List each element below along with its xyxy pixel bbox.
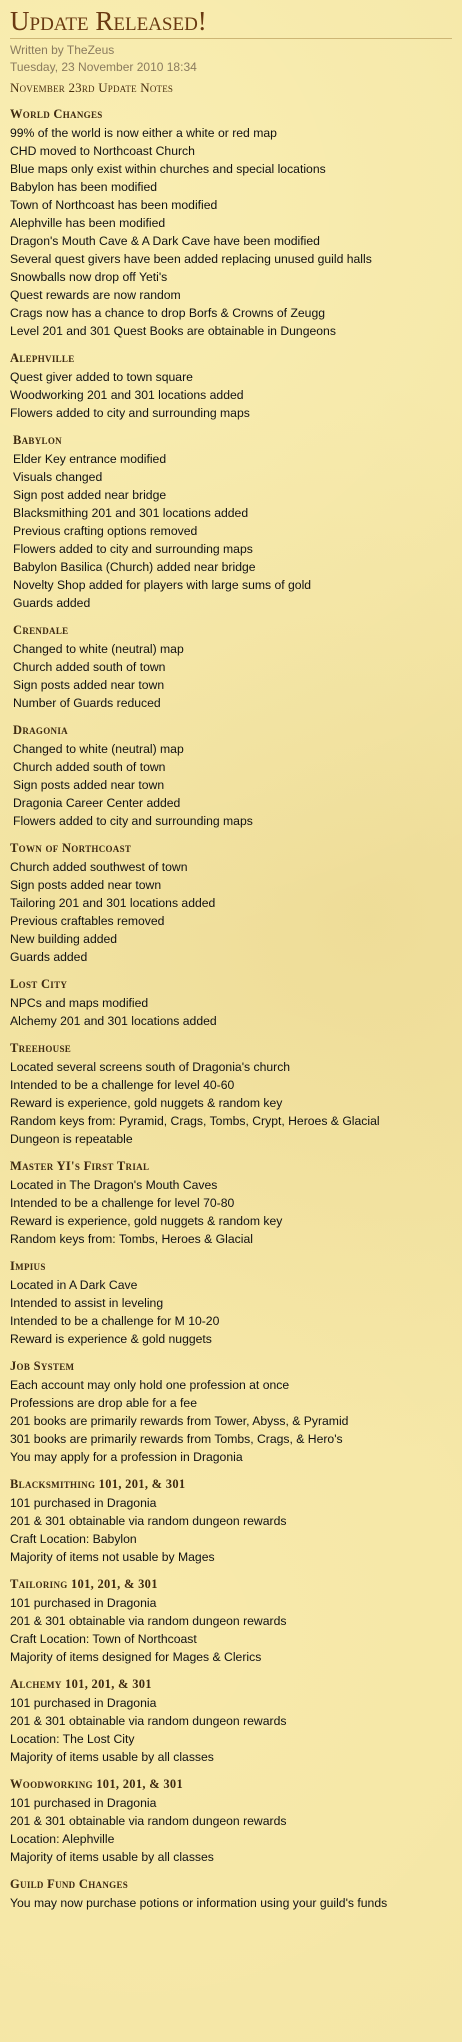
update-note-item: Alchemy 201 and 301 locations added xyxy=(10,1014,217,1028)
update-note-item: Quest rewards are now random xyxy=(10,288,181,302)
update-note-item: Sign posts added near town xyxy=(13,778,165,792)
update-note-item: Located in The Dragon's Mouth Caves xyxy=(10,1178,218,1192)
update-note-item: Church added southwest of town xyxy=(10,860,188,874)
update-note-item: You may apply for a profession in Dragonia xyxy=(10,1450,243,1464)
section-heading: Tailoring 101, 201, & 301 xyxy=(10,1577,158,1591)
update-note-item: Intended to be a challenge for level 40-60 xyxy=(10,1078,235,1092)
section-heading: Impius xyxy=(10,1259,46,1273)
update-section xyxy=(10,622,452,712)
update-section xyxy=(10,1040,452,1148)
update-note-item: 201 & 301 obtainable via random dungeon rewards xyxy=(10,1514,287,1528)
update-note-item: Reward is experience, gold nuggets & random key xyxy=(10,1096,283,1110)
update-section xyxy=(10,1258,452,1348)
update-note-item: Random keys from: Tombs, Heroes & Glacial xyxy=(10,1232,253,1246)
section-heading: Crendale xyxy=(13,623,69,637)
update-note-item: 201 & 301 obtainable via random dungeon rewards xyxy=(10,1614,287,1628)
update-note-item: Reward is experience & gold nuggets xyxy=(10,1332,212,1346)
section-item-list xyxy=(13,740,452,830)
update-section xyxy=(10,976,452,1030)
update-note-item: You may now purchase potions or information using your guild's funds xyxy=(10,1896,388,1910)
section-item-list xyxy=(10,1376,452,1466)
update-note-item: 101 purchased in Dragonia xyxy=(10,1796,157,1810)
update-section xyxy=(10,1576,452,1666)
section-item-list xyxy=(10,1894,452,1912)
update-note-item: Changed to white (neutral) map xyxy=(13,642,184,656)
post-author: Written by TheZeus xyxy=(10,43,115,57)
update-note-item: NPCs and maps modified xyxy=(10,996,149,1010)
section-item-list xyxy=(10,1594,452,1666)
update-section xyxy=(10,1358,452,1466)
update-note-item: Craft Location: Town of Northcoast xyxy=(10,1632,197,1646)
update-note-item: Quest giver added to town square xyxy=(10,370,193,384)
notes-title: November 23rd Update Notes xyxy=(10,80,174,95)
update-note-item: Previous crafting options removed xyxy=(13,524,198,538)
update-note-item: Blacksmithing 201 and 301 locations added xyxy=(13,506,249,520)
section-heading: World Changes xyxy=(10,107,103,121)
section-item-list xyxy=(10,1176,452,1248)
update-note-item: Location: The Lost City xyxy=(10,1732,135,1746)
update-note-item: Intended to be a challenge for M 10-20 xyxy=(10,1314,220,1328)
update-note-item: Flowers added to city and surrounding maps xyxy=(13,542,253,556)
section-heading: Town of Northcoast xyxy=(10,841,132,855)
update-section xyxy=(10,840,452,966)
update-section xyxy=(10,722,452,830)
update-section xyxy=(10,1158,452,1248)
update-note-item: Sign posts added near town xyxy=(10,878,162,892)
section-heading: Treehouse xyxy=(10,1041,72,1055)
update-note-item: Dragon's Mouth Cave & A Dark Cave have been modified xyxy=(10,234,320,248)
update-section xyxy=(10,432,452,612)
update-note-item: Majority of items usable by all classes xyxy=(10,1750,214,1764)
update-note-item: Guards added xyxy=(13,596,91,610)
update-note-item: 301 books are primarily rewards from Tombs, Crags, & Hero's xyxy=(10,1432,343,1446)
section-item-list xyxy=(10,994,452,1030)
update-note-item: Woodworking 201 and 301 locations added xyxy=(10,388,244,402)
update-note-item: Church added south of town xyxy=(13,760,166,774)
update-note-item: Several quest givers have been added replacing unused guild halls xyxy=(10,252,372,266)
update-note-item: Located in A Dark Cave xyxy=(10,1278,138,1292)
section-item-list xyxy=(13,640,452,712)
update-section xyxy=(10,350,452,422)
update-note-item: Intended to assist in leveling xyxy=(10,1296,164,1310)
update-note-item: Church added south of town xyxy=(13,660,166,674)
update-note-item: CHD moved to Northcoast Church xyxy=(10,144,195,158)
update-note-item: Tailoring 201 and 301 locations added xyxy=(10,896,216,910)
update-note-item: Number of Guards reduced xyxy=(13,696,161,710)
update-note-item: 201 & 301 obtainable via random dungeon rewards xyxy=(10,1814,287,1828)
update-note-item: Novelty Shop added for players with large sums of gold xyxy=(13,578,312,592)
section-item-list xyxy=(10,1794,452,1866)
update-note-item: Reward is experience, gold nuggets & random key xyxy=(10,1214,283,1228)
update-note-item: 99% of the world is now either a white or red map xyxy=(10,126,277,140)
update-note-item: Crags now has a chance to drop Borfs & Crowns of Zeugg xyxy=(10,306,326,320)
update-section xyxy=(10,1876,452,1912)
update-note-item: Babylon has been modified xyxy=(10,180,158,194)
update-note-item: Snowballs now drop off Yeti's xyxy=(10,270,168,284)
update-note-item: 201 & 301 obtainable via random dungeon rewards xyxy=(10,1714,287,1728)
update-note-item: Elder Key entrance modified xyxy=(13,452,167,466)
update-note-item: Sign posts added near town xyxy=(13,678,165,692)
update-note-item: Dragonia Career Center added xyxy=(13,796,181,810)
title-divider xyxy=(10,38,452,39)
update-note-item: 101 purchased in Dragonia xyxy=(10,1696,157,1710)
update-note-item: 201 books are primarily rewards from Tower, Abyss, & Pyramid xyxy=(10,1414,349,1428)
update-note-item: Changed to white (neutral) map xyxy=(13,742,184,756)
section-heading: Master YI's First Trial xyxy=(10,1159,150,1173)
section-heading: Woodworking 101, 201, & 301 xyxy=(10,1777,184,1791)
update-note-item: Majority of items not usable by Mages xyxy=(10,1550,215,1564)
update-note-item: Location: Alephville xyxy=(10,1832,115,1846)
update-note-item: Random keys from: Pyramid, Crags, Tombs, Crypt, Heroes & Glacial xyxy=(10,1114,380,1128)
update-note-item: Previous craftables removed xyxy=(10,914,165,928)
update-section xyxy=(10,1476,452,1566)
update-note-item: Level 201 and 301 Quest Books are obtainable in Dungeons xyxy=(10,324,336,338)
update-section xyxy=(10,1676,452,1766)
update-note-item: Majority of items usable by all classes xyxy=(10,1850,214,1864)
update-note-item: Craft Location: Babylon xyxy=(10,1532,137,1546)
section-item-list xyxy=(10,1694,452,1766)
update-note-item: New building added xyxy=(10,932,118,946)
update-note-item: Alephville has been modified xyxy=(10,216,166,230)
update-note-item: Town of Northcoast has been modified xyxy=(10,198,218,212)
post-body xyxy=(0,106,462,1912)
update-section xyxy=(10,106,452,340)
post-header xyxy=(0,0,462,96)
update-note-item: Guards added xyxy=(10,950,88,964)
section-heading: Dragonia xyxy=(13,723,68,737)
update-note-item: Dungeon is repeatable xyxy=(10,1132,133,1146)
update-note-item: Babylon Basilica (Church) added near bridge xyxy=(13,560,256,574)
update-note-item: Flowers added to city and surrounding maps xyxy=(10,406,250,420)
update-note-item: Professions are drop able for a fee xyxy=(10,1396,197,1410)
update-note-item: Located several screens south of Dragonia's church xyxy=(10,1060,291,1074)
update-section xyxy=(10,1776,452,1866)
update-note-item: 101 purchased in Dragonia xyxy=(10,1496,157,1510)
update-note-item: Each account may only hold one profession at once xyxy=(10,1378,290,1392)
section-item-list xyxy=(10,1276,452,1348)
update-note-item: Visuals changed xyxy=(13,470,103,484)
post-date: Tuesday, 23 November 2010 18:34 xyxy=(10,60,197,74)
section-item-list xyxy=(10,1494,452,1566)
section-item-list xyxy=(10,124,452,340)
section-item-list xyxy=(13,450,452,612)
section-heading: Guild Fund Changes xyxy=(10,1877,129,1891)
post-title[interactable]: Update Released! xyxy=(10,6,207,36)
section-heading: Babylon xyxy=(13,433,62,447)
section-heading: Blacksmithing 101, 201, & 301 xyxy=(10,1477,186,1491)
section-heading: Alephville xyxy=(10,351,75,365)
update-note-item: Flowers added to city and surrounding maps xyxy=(13,814,253,828)
section-heading: Alchemy 101, 201, & 301 xyxy=(10,1677,152,1691)
update-note-item: Intended to be a challenge for level 70-80 xyxy=(10,1196,235,1210)
section-heading: Lost City xyxy=(10,977,68,991)
section-item-list xyxy=(10,858,452,966)
section-item-list xyxy=(10,368,452,422)
update-note-item: Sign post added near bridge xyxy=(13,488,167,502)
section-item-list xyxy=(10,1058,452,1148)
section-heading: Job System xyxy=(10,1359,75,1373)
update-note-item: Blue maps only exist within churches and special locations xyxy=(10,162,326,176)
update-note-item: Majority of items designed for Mages & Clerics xyxy=(10,1650,262,1664)
update-note-item: 101 purchased in Dragonia xyxy=(10,1596,157,1610)
